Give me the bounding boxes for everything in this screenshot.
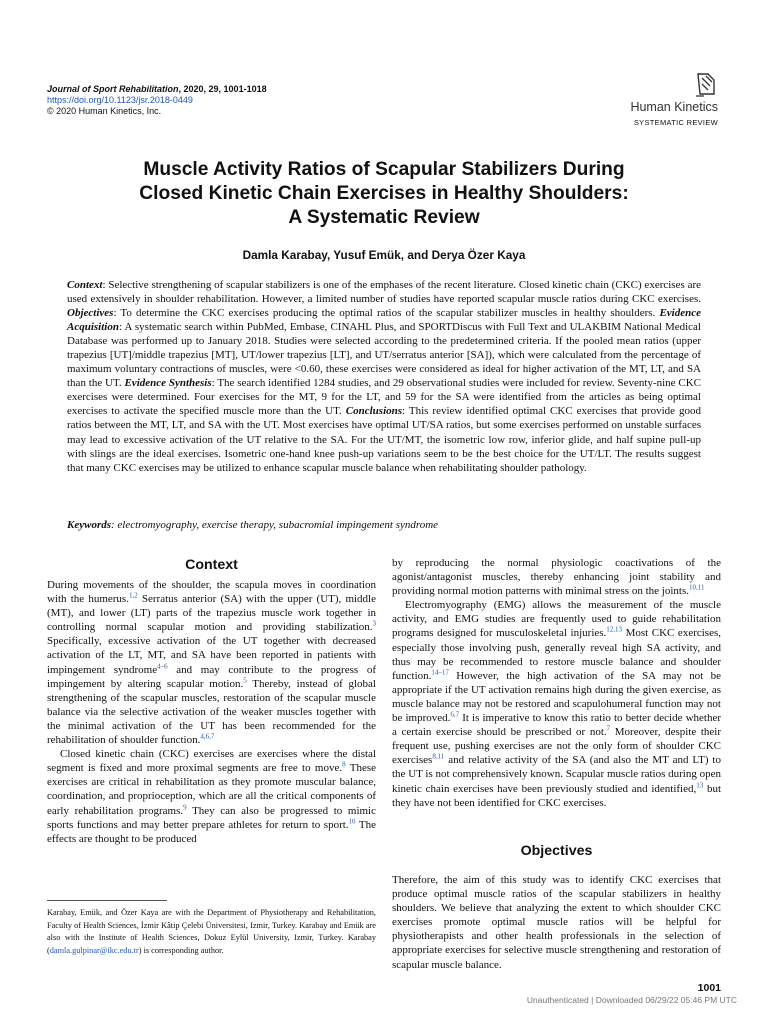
paragraph: Closed kinetic chain (CKC) exercises are exercises where the distal segment is fixed and more proximal segments are free to move.$^8$ These exercises are critical in rehabilitation as they promote muscular balance, coordination, and proprioception, which are all the critical components of early rehabilitation programs.$^9$ They can also be progressed to mimic sports functions and may better prepare athletes for return to sport.$^{10}$ The effects are thought to be produced bbox=[47, 748, 376, 845]
abstract-synthesis-label: Evidence Synthesis bbox=[124, 377, 212, 390]
keywords-label: Keywords bbox=[67, 519, 111, 531]
footnote-divider bbox=[47, 900, 167, 901]
authors: Damla Karabay, Yusuf Emük, and Derya Özer Kaya bbox=[242, 248, 526, 262]
article-type: SYSTEMATIC REVIEW bbox=[633, 118, 718, 127]
citation-ref[interactable]: 4–6 bbox=[157, 661, 168, 670]
body-column-left bbox=[47, 578, 376, 846]
journal-citation: , 2020, 29, 1001-1018 bbox=[178, 84, 267, 94]
citation-ref[interactable]: 8 bbox=[342, 760, 346, 769]
body-column-right bbox=[392, 556, 721, 810]
title-line: Closed Kinetic Chain Exercises in Healthy Shoulders: bbox=[139, 183, 629, 204]
abstract-acquisition-label: Evidence Acquisition bbox=[67, 307, 701, 334]
abstract-conclusions-label: Conclusions bbox=[345, 405, 403, 418]
download-stamp: Unauthenticated | Downloaded 06/29/22 05:46 PM UTC bbox=[526, 995, 737, 1005]
publisher-name: Human Kinetics bbox=[630, 100, 718, 114]
title-line: Muscle Activity Ratios of Scapular Stabilizers During bbox=[143, 159, 625, 180]
citation-ref[interactable]: 7 bbox=[606, 724, 611, 733]
human-kinetics-logo-icon bbox=[694, 72, 718, 98]
journal-header bbox=[47, 84, 267, 117]
article-title bbox=[0, 158, 768, 230]
citation-ref[interactable]: 12,13 bbox=[606, 625, 623, 634]
citation-ref[interactable]: 8,11 bbox=[432, 752, 445, 761]
citation-ref[interactable]: 1,2 bbox=[128, 591, 138, 600]
keywords-text: : electromyography, exercise therapy, subacromial impingement syndrome bbox=[111, 519, 439, 531]
section-heading-context: Context bbox=[185, 557, 238, 573]
citation-ref[interactable]: 5 bbox=[243, 676, 247, 684]
abstract bbox=[67, 278, 701, 475]
citation-ref[interactable]: 6,7 bbox=[450, 710, 460, 719]
citation-ref[interactable]: 13 bbox=[696, 780, 704, 789]
citation-ref[interactable]: 3 bbox=[372, 619, 376, 628]
abstract-conclusions: : This review identified optimal CKC exercises that provide good ratios between the MT, LT, and SA with the UT. Most exercises have optimal UT/SA ratios, but some exercises performed on unstable surfaces may lead to excessive activation of the UT relative to the SA. For the UT/MT, the isometric low row, inferior glide, and half supine pull-up with slings are the ideal exercises. Isometric one-hand knee push-up variations seem to be the best choice for the UT/LT. The results suggest that many CKC exercises may be utilized to enhance scapular muscle balance when rehabilitating shoulder pathology. bbox=[67, 405, 702, 474]
paragraph: by reproducing the normal physiologic coactivations of the agonist/antagonist muscles, thereby enhancing joint stability and providing normal motion patterns with minimal stress on the joints.$^{10,11}$ bbox=[392, 557, 721, 598]
objectives-text bbox=[392, 873, 721, 972]
paragraph: During movements of the shoulder, the scapula moves in coordination with the humerus.$^{1,2}$ Serratus anterior (SA) with the upper (UT), middle (MT), and lower (LT) parts of the trapezius muscle work together in controlling normal scapular motion and providing stabilization.$^3$ Specifically, excessive activation of the UT together with decreased activation of the LT, MT, and SA have been reported in patients with impingement syndrome$^{4-6}$ and may contribute to the progress of impingement by altering scapular motion.$^5$ Thereby, instead of global strengthening of the scapular muscles, restoration of the scapular muscle balance via the selective activation of the weaker muscles together with the minimal activation of the UT has been recommended for the rehabilitation of shoulder function.$^{4,6,7}$ bbox=[47, 579, 376, 747]
section-heading-objectives: Objectives bbox=[520, 843, 593, 859]
abstract-context: : Selective strengthening of scapular stabilizers is one of the emphases of the recent literature. Closed kinetic chain (CKC) exercises are used extensively in shoulder rehabilitation. However, a limited number of studies have reported scapular muscle ratios during CKC exercises. bbox=[67, 279, 701, 306]
author-email-link[interactable]: damla.gulpinar@ikc.edu.tr bbox=[49, 945, 139, 955]
abstract-objectives-label: Objectives bbox=[67, 307, 114, 320]
citation-ref[interactable]: 14–17 bbox=[431, 668, 449, 677]
doi-link[interactable]: https://doi.org/10.1123/jsr.2018-0449 bbox=[47, 95, 193, 105]
journal-name: Journal of Sport Rehabilitation bbox=[47, 84, 179, 94]
author-affiliation-footnote: Karabay, Emük, and Özer Kaya are with the Department of Physiotherapy and Rehabilitation, Faculty of Health Sciences, İzmir Kâtip Çelebi Üniversitesi, Izmir, Turkey. Karabay and Emük are also with the Institute of Health Sciences, Dokuz Eylül University, Izmir, Turkey. Karabay (damla.gulpinar@ikc.edu.tr) is corresponding author. bbox=[47, 908, 376, 955]
paragraph: Electromyography (EMG) allows the measurement of the muscle activity, and EMG studies are frequently used to guide rehabilitation programs designed for musculoskeletal injuries.$^{12,13}$ Most CKC exercises, especially those involving push, generally reveal high SA activity, and thus may be recommended to restore muscle balance and shoulder function.$^{14-17}$ However, the high activation of the SA may not be appropriate if the UT activation remains high during the given exercise, as muscle balance may not be restored and scapulohumeral function may not be improved.$^{6,7}$ It is imperative to know this ratio to better decide whether a certain exercise should be prescribed or not.$^7$ Moreover, despite their frequent use, pushing exercises are not the only form of shoulder CKC exercises$^{8,11}$ and relative activity of the SA (and also the MT and LT) to the UT is not comprehensively known. Scapular muscle ratios during open kinetic chain exercises have been previously studied and identified,$^{13}$ but they have not been identified for CKC exercises. bbox=[392, 599, 721, 809]
page-number: 1001 bbox=[697, 982, 721, 994]
abstract-context-label: Context bbox=[67, 279, 103, 291]
title-line: A Systematic Review bbox=[288, 207, 480, 228]
citation-ref[interactable]: 4,6,7 bbox=[200, 732, 215, 741]
citation-ref[interactable]: 9 bbox=[183, 802, 187, 811]
copyright: © 2020 Human Kinetics, Inc. bbox=[47, 106, 162, 116]
publisher-block bbox=[630, 72, 718, 127]
keywords bbox=[67, 519, 701, 531]
abstract-synthesis: : The search identified 1284 studies, and 29 observational studies were included for review. Seventy-nine CKC exercises were determined. Four exercises for the MT, 9 for the LT, and 59 for the SA were identified from the articles as being optimal exercises to activate the specified muscle more than the UT. bbox=[67, 377, 701, 418]
abstract-acquisition: : A systematic search within PubMed, Embase, CINAHL Plus, and SPORTDiscus with Full Text and ULAKBIM National Medical Database was performed up to January 2018. Studies were selected according to the predetermined criteria. If the pooled mean ratios (upper trapezius [UT]/middle trapezius [MT], UT/lower trapezius [LT], and UT/serratus anterior [SA]), which were calculated from the percentage of maximum voluntary contractions of muscles, were <0.60, these exercises were considered as ideal for higher activation of the MT, LT, and SA than the UT. bbox=[67, 321, 701, 390]
paragraph: Therefore, the aim of this study was to identify CKC exercises that produce optimal muscle ratios of the scapular stabilizers in healthy shoulders. We believe that analyzing the extent to which shoulder CKC exercises promote optimal muscle ratios will be helpful for physiotherapists and other health professionals in the selection of appropriate exercises for selective muscle strengthening and restoration of scapular muscle balance. bbox=[392, 874, 721, 971]
citation-ref[interactable]: 10,11 bbox=[688, 583, 705, 592]
abstract-objectives: : To determine the CKC exercises producing the optimal ratios of the scapular stabilizer muscles in healthy shoulders. bbox=[113, 307, 660, 320]
citation-ref[interactable]: 10 bbox=[348, 816, 356, 825]
